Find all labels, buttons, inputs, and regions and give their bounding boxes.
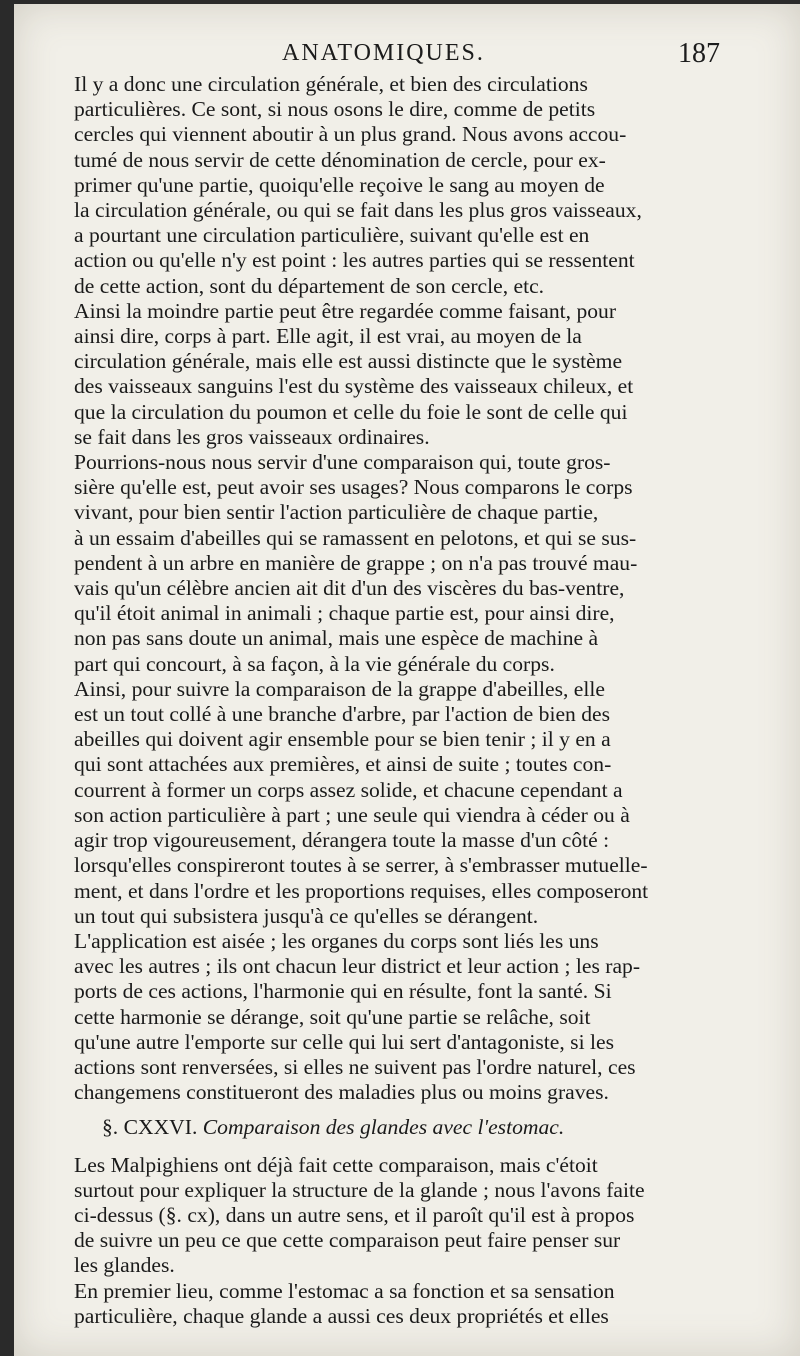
paragraph-p6 bbox=[50, 1153, 738, 1279]
text-line: Pourrions-nous nous servir d'une comparaison qui, toute gros- bbox=[74, 450, 611, 475]
text-line: changemens constitueront des maladies plus ou moins graves. bbox=[74, 1080, 609, 1105]
text-line: cercles qui viennent aboutir à un plus grand. Nous avons accou- bbox=[74, 122, 627, 147]
book-page bbox=[14, 4, 800, 1356]
text-line: cette harmonie se dérange, soit qu'une partie se relâche, soit bbox=[74, 1004, 591, 1029]
page-number: 187 bbox=[678, 38, 720, 69]
text-line: primer qu'une partie, quoiqu'elle reçoive le sang au moyen de bbox=[74, 172, 605, 197]
text-line: son action particulière à part ; une seule qui viendra à céder ou à bbox=[74, 802, 630, 827]
text-line: avec les autres ; ils ont chacun leur district et leur action ; les rap- bbox=[74, 954, 641, 979]
text-line: a pourtant une circulation particulière, suivant qu'elle est en bbox=[74, 223, 590, 248]
text-line: est un tout collé à une branche d'arbre, par l'action de bien des bbox=[74, 702, 611, 727]
text-line: qui sont attachées aux premières, et ainsi de suite ; toutes con- bbox=[74, 752, 612, 777]
text-line: qu'il étoit animal in animali ; chaque partie est, pour ainsi dire, bbox=[74, 601, 615, 626]
text-line: courrent à former un corps assez solide, et chacune cependant a bbox=[74, 777, 623, 802]
text-line: particulières. Ce sont, si nous osons le dire, comme de petits bbox=[74, 97, 596, 122]
text-line: Les Malpighiens ont déjà fait cette comparaison, mais c'étoit bbox=[74, 1152, 598, 1177]
text-line: action ou qu'elle n'y est point : les autres parties qui se ressentent bbox=[74, 248, 635, 273]
text-line: à un essaim d'abeilles qui se ramassent en pelotons, et qui se sus- bbox=[74, 525, 637, 550]
text-line: un tout qui subsistera jusqu'à ce qu'elles se dérangent. bbox=[74, 903, 539, 928]
paragraphs-after-section bbox=[50, 1153, 738, 1329]
running-header bbox=[282, 40, 720, 70]
paragraph-p2 bbox=[50, 299, 738, 450]
text-line: Ainsi la moindre partie peut être regardée comme faisant, pour bbox=[74, 298, 617, 323]
text-line: sière qu'elle est, peut avoir ses usages? Nous comparons le corps bbox=[74, 475, 633, 500]
text-line: particulière, chaque glande a aussi ces deux propriétés et elles bbox=[74, 1303, 609, 1328]
text-line: qu'une autre l'emporte sur celle qui lui sert d'antagoniste, si les bbox=[74, 1029, 614, 1054]
text-line: les glandes. bbox=[74, 1253, 175, 1278]
page-body bbox=[50, 72, 738, 1329]
text-line: surtout pour expliquer la structure de la glande ; nous l'avons faite bbox=[74, 1177, 645, 1202]
text-line: actions sont renversées, si elles ne suivent pas l'ordre naturel, ces bbox=[74, 1054, 636, 1079]
text-line: part qui concourt, à sa façon, à la vie générale du corps. bbox=[74, 651, 555, 676]
text-line: Ainsi, pour suivre la comparaison de la grappe d'abeilles, elle bbox=[74, 676, 605, 701]
text-line: se fait dans les gros vaisseaux ordinaires. bbox=[74, 424, 430, 449]
text-line: circulation générale, mais elle est aussi distincte que le système bbox=[74, 349, 623, 374]
text-line: que la circulation du poumon et celle du foie le sont de celle qui bbox=[74, 399, 628, 424]
text-line: des vaisseaux sanguins l'est du système des vaisseaux chileux, et bbox=[74, 374, 634, 399]
section-number: §. CXXVI. bbox=[102, 1115, 198, 1140]
paragraph-p7 bbox=[50, 1279, 738, 1329]
section-heading bbox=[50, 1115, 738, 1140]
text-line: ports de ces actions, l'harmonie qui en résulte, font la santé. Si bbox=[74, 979, 612, 1004]
paragraphs-before-section bbox=[50, 72, 738, 1105]
text-line: la circulation générale, ou qui se fait dans les plus gros vaisseaux, bbox=[74, 198, 642, 223]
paragraph-p4 bbox=[50, 677, 738, 929]
text-line: ment, et dans l'ordre et les proportions requises, elles composeront bbox=[74, 878, 649, 903]
text-line: ainsi dire, corps à part. Elle agit, il est vrai, au moyen de la bbox=[74, 324, 582, 349]
text-line: agir trop vigoureusement, dérangera toute la masse d'un côté : bbox=[74, 828, 610, 853]
text-line: de cette action, sont du département de son cercle, etc. bbox=[74, 273, 545, 298]
paragraph-p1 bbox=[50, 72, 738, 299]
paragraph-p5 bbox=[50, 929, 738, 1105]
text-line: En premier lieu, comme l'estomac a sa fonction et sa sensation bbox=[74, 1278, 615, 1303]
section-title: Comparaison des glandes avec l'estomac. bbox=[202, 1115, 565, 1140]
text-line: de suivre un peu ce que cette comparaison peut faire penser sur bbox=[74, 1228, 621, 1253]
text-line: non pas sans doute un animal, mais une espèce de machine à bbox=[74, 626, 599, 651]
text-line: lorsqu'elles conspireront toutes à se serrer, à s'embrasser mutuelle- bbox=[74, 853, 648, 878]
text-line: tumé de nous servir de cette dénomination de cercle, pour ex- bbox=[74, 147, 606, 172]
text-line: abeilles qui doivent agir ensemble pour se bien tenir ; il y en a bbox=[74, 727, 611, 752]
text-line: L'application est aisée ; les organes du corps sont liés les uns bbox=[74, 928, 599, 953]
text-line: vivant, pour bien sentir l'action particulière de chaque partie, bbox=[74, 500, 599, 525]
paragraph-p3 bbox=[50, 450, 738, 677]
text-line: pendent à un arbre en manière de grappe ; on n'a pas trouvé mau- bbox=[74, 550, 638, 575]
text-line: ci-dessus (§. cx), dans un autre sens, et il paroît qu'il est à propos bbox=[74, 1202, 635, 1227]
text-line: Il y a donc une circulation générale, et bien des circulations bbox=[74, 72, 588, 96]
text-line: vais qu'un célèbre ancien ait dit d'un des viscères du bas-ventre, bbox=[74, 576, 625, 601]
running-title: ANATOMIQUES. bbox=[282, 40, 485, 66]
